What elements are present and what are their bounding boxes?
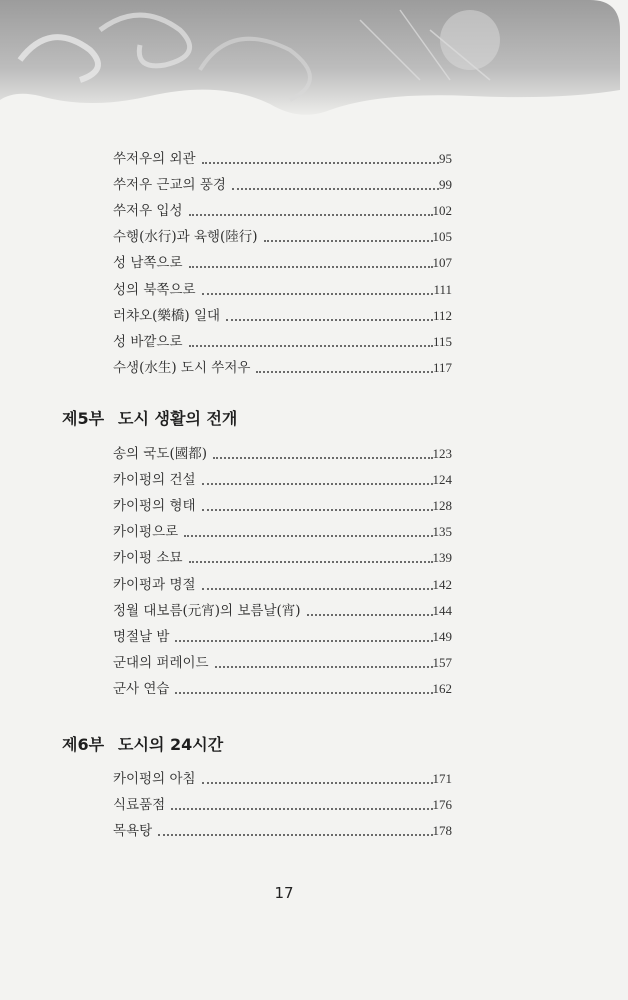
toc-entry — [113, 574, 452, 596]
toc-entry — [113, 200, 452, 222]
toc-entry — [113, 626, 452, 648]
toc-entry-title: 쑤저우 근교의 풍경 — [113, 177, 226, 194]
toc-entry-title: 송의 국도(國都) — [113, 446, 207, 462]
toc-entry — [113, 174, 452, 196]
toc-entry-page: 157 — [432, 654, 452, 670]
leader-dots — [171, 808, 432, 810]
toc-entry — [113, 469, 452, 491]
toc-entry-title: 명절날 밤 — [113, 628, 170, 645]
leader-dots — [215, 666, 433, 668]
toc-entry-title: 식료품점 — [113, 797, 166, 814]
leader-dots — [307, 614, 433, 616]
toc-entry — [113, 495, 452, 517]
toc-entry-title: 목욕탕 — [113, 823, 153, 840]
toc-entry-page: 135 — [432, 524, 452, 540]
leader-dots — [226, 319, 433, 321]
part-title-text: 도시의 24시간 — [118, 735, 224, 754]
part-label: 제5부 — [62, 409, 105, 428]
part-label: 제6부 — [62, 735, 105, 754]
leader-dots — [175, 640, 432, 642]
toc-entry-page: 107 — [432, 255, 452, 271]
toc-entry-page: 111 — [433, 281, 452, 297]
leader-dots — [189, 561, 433, 563]
toc-entry-title: 수행(水行)과 육행(陸行) — [113, 229, 258, 246]
leader-dots — [202, 162, 439, 164]
leader-dots — [158, 834, 432, 836]
toc-entry-title: 성 남쪽으로 — [113, 255, 183, 272]
toc-entry-page: 144 — [432, 602, 452, 618]
toc-entry-title: 카이펑의 아침 — [113, 771, 196, 787]
toc-entry — [113, 331, 452, 353]
toc-entry-page: 171 — [432, 771, 452, 786]
part-title-text: 도시 생활의 전개 — [118, 409, 238, 428]
toc-entry-title: 카이펑으로 — [113, 524, 179, 541]
part-title — [62, 406, 237, 432]
leader-dots — [264, 240, 433, 242]
leader-dots — [202, 588, 433, 590]
leader-dots — [184, 535, 432, 537]
leader-dots — [189, 345, 433, 347]
toc-entry — [113, 148, 452, 170]
toc-entry-title: 성의 북쪽으로 — [113, 281, 196, 298]
leader-dots — [256, 371, 433, 373]
toc-entry-page: 117 — [432, 359, 452, 375]
toc-entry — [113, 768, 452, 790]
toc-entry — [113, 521, 452, 543]
toc-entry-title: 성 바깥으로 — [113, 333, 183, 350]
leader-dots — [202, 483, 433, 485]
toc-entry-title: 카이펑의 건설 — [113, 472, 196, 489]
toc-entry — [113, 678, 452, 700]
toc-entry-page: 112 — [432, 307, 452, 323]
toc-entry — [113, 252, 452, 274]
toc-entry — [113, 794, 452, 816]
toc-entry-page: 142 — [432, 576, 452, 592]
toc-entry — [113, 357, 452, 379]
toc-entry-title: 카이펑 소묘 — [113, 550, 183, 567]
toc-entry-title: 정월 대보름(元宵)의 보름날(宵) — [113, 602, 301, 619]
toc-entry-page: 176 — [432, 797, 452, 813]
toc-entry-page: 102 — [432, 203, 452, 219]
toc-entry-title: 러챠오(樂橋) 일대 — [113, 307, 221, 324]
toc-entry-title: 쑤저우 입성 — [113, 203, 183, 220]
part-title — [62, 732, 223, 758]
toc-entry-page: 128 — [432, 498, 452, 514]
toc-entry-title: 카이펑의 형태 — [113, 498, 196, 515]
toc-entry-page: 139 — [432, 550, 452, 566]
leader-dots — [189, 266, 433, 268]
leader-dots — [175, 692, 432, 694]
toc-entry-page: 178 — [432, 823, 452, 839]
toc-entry — [113, 652, 452, 674]
toc-entry-page: 162 — [432, 680, 452, 696]
toc-entry-title: 쑤저우의 외관 — [113, 151, 196, 167]
toc-entry-title: 카이펑과 명절 — [113, 576, 196, 593]
leader-dots — [202, 509, 433, 511]
leader-dots — [213, 457, 433, 459]
toc-entry — [113, 547, 452, 569]
toc-entry — [113, 443, 452, 465]
leader-dots — [189, 214, 433, 216]
page-number: 17 — [274, 884, 294, 902]
toc-entry-page: 149 — [432, 628, 452, 644]
leader-dots — [202, 782, 433, 784]
toc-entry-title: 수생(水生) 도시 쑤저우 — [113, 359, 251, 376]
toc-entry — [113, 820, 452, 842]
toc-entry — [113, 226, 452, 248]
toc-entry-page: 95 — [439, 151, 452, 166]
toc-entry — [113, 600, 452, 622]
leader-dots — [202, 293, 434, 295]
toc-entry-page: 124 — [432, 472, 452, 488]
toc-entry-page: 105 — [432, 229, 452, 245]
toc-entry-title: 군대의 퍼레이드 — [113, 654, 209, 671]
toc-entry-page: 123 — [432, 446, 452, 461]
toc-entry-page: 115 — [432, 333, 452, 349]
leader-dots — [232, 188, 439, 190]
toc-entry-page: 99 — [439, 177, 452, 193]
toc-entry — [113, 279, 452, 301]
toc-entry — [113, 305, 452, 327]
toc-entry-title: 군사 연습 — [113, 680, 170, 697]
